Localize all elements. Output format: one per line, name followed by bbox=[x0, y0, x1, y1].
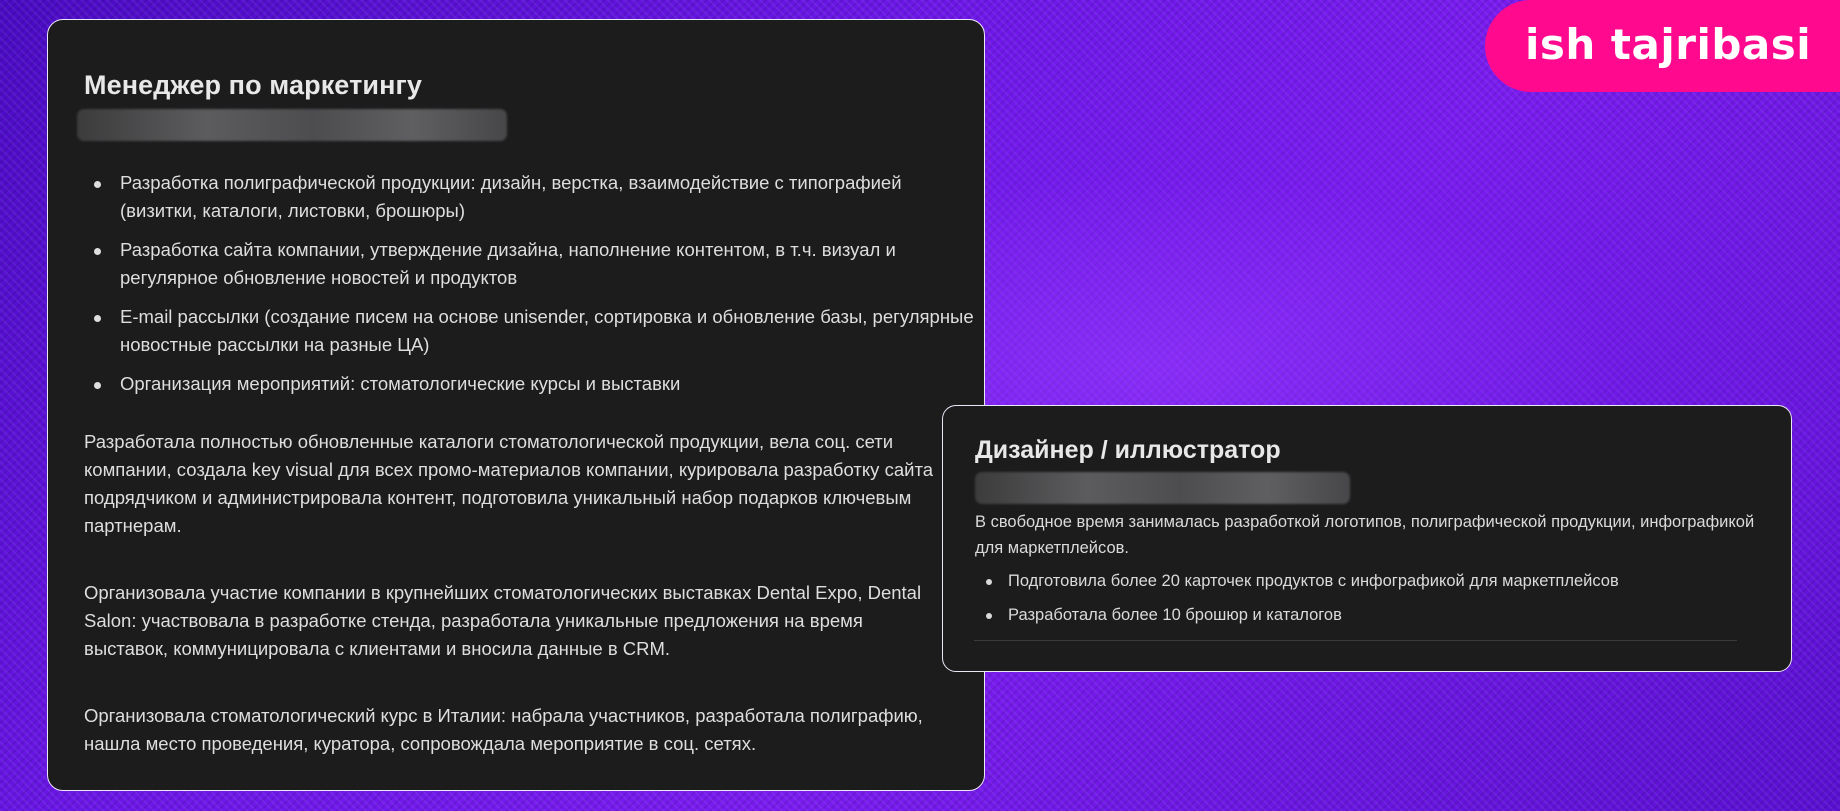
job-title: Дизайнер / иллюстратор bbox=[975, 436, 1281, 464]
list-item: Разработка полиграфической продукции: дизайн, верстка, взаимодействие с типографией (визитки, каталоги, листовки, брошюры) bbox=[94, 169, 974, 225]
divider bbox=[974, 640, 1737, 641]
duties-list bbox=[94, 169, 974, 409]
achievement-paragraph: Разработала полностью обновленные каталоги стоматологической продукции, вела соц. сети компании, создала key visual для всех промо-материалов компании, курировала разработку сайта подрядчиком и администрировала контент, подготовила уникальный набор подарков ключевым партнерам. bbox=[84, 431, 934, 536]
list-item: E-mail рассылки (создание писем на основе unisender, сортировка и обновление базы, регулярные новостные рассылки на разные ЦА) bbox=[94, 303, 974, 359]
experience-card-marketing bbox=[47, 19, 985, 791]
redacted-company-bar bbox=[77, 109, 507, 141]
job-description: В свободное время занималась разработкой логотипов, полиграфической продукции, инфографикой для маркетплейсов. bbox=[975, 513, 1755, 557]
achievements-list bbox=[986, 569, 1756, 637]
achievement-paragraph: Организовала стоматологический курс в Италии: набрала участников, разработала полиграфию, нашла место проведения, куратора, сопровождала мероприятие в соц. сетях. bbox=[84, 705, 923, 754]
experience-card-designer bbox=[942, 405, 1792, 672]
list-item: Подготовила более 20 карточек продуктов с инфографикой для маркетплейсов bbox=[986, 569, 1756, 593]
achievement-paragraph: Организовала участие компании в крупнейших стоматологических выставках Dental Expo, Dental Salon: участвовала в разработке стенда, разработала уникальные предложения на время выставок, коммуницировала с клиентами и вносила данные в CRM. bbox=[84, 582, 922, 659]
section-badge bbox=[1485, 0, 1840, 92]
list-item: Разработка сайта компании, утверждение дизайна, наполнение контентом, в т.ч. визуал и регулярное обновление новостей и продуктов bbox=[94, 236, 974, 292]
redacted-company-bar bbox=[975, 472, 1350, 504]
job-title: Менеджер по маркетингу bbox=[84, 70, 422, 100]
list-item: Разработала более 10 брошюр и каталогов bbox=[986, 603, 1756, 627]
list-item: Организация мероприятий: стоматологические курсы и выставки bbox=[94, 370, 974, 398]
badge-label: ish tajribasi bbox=[1525, 20, 1812, 69]
